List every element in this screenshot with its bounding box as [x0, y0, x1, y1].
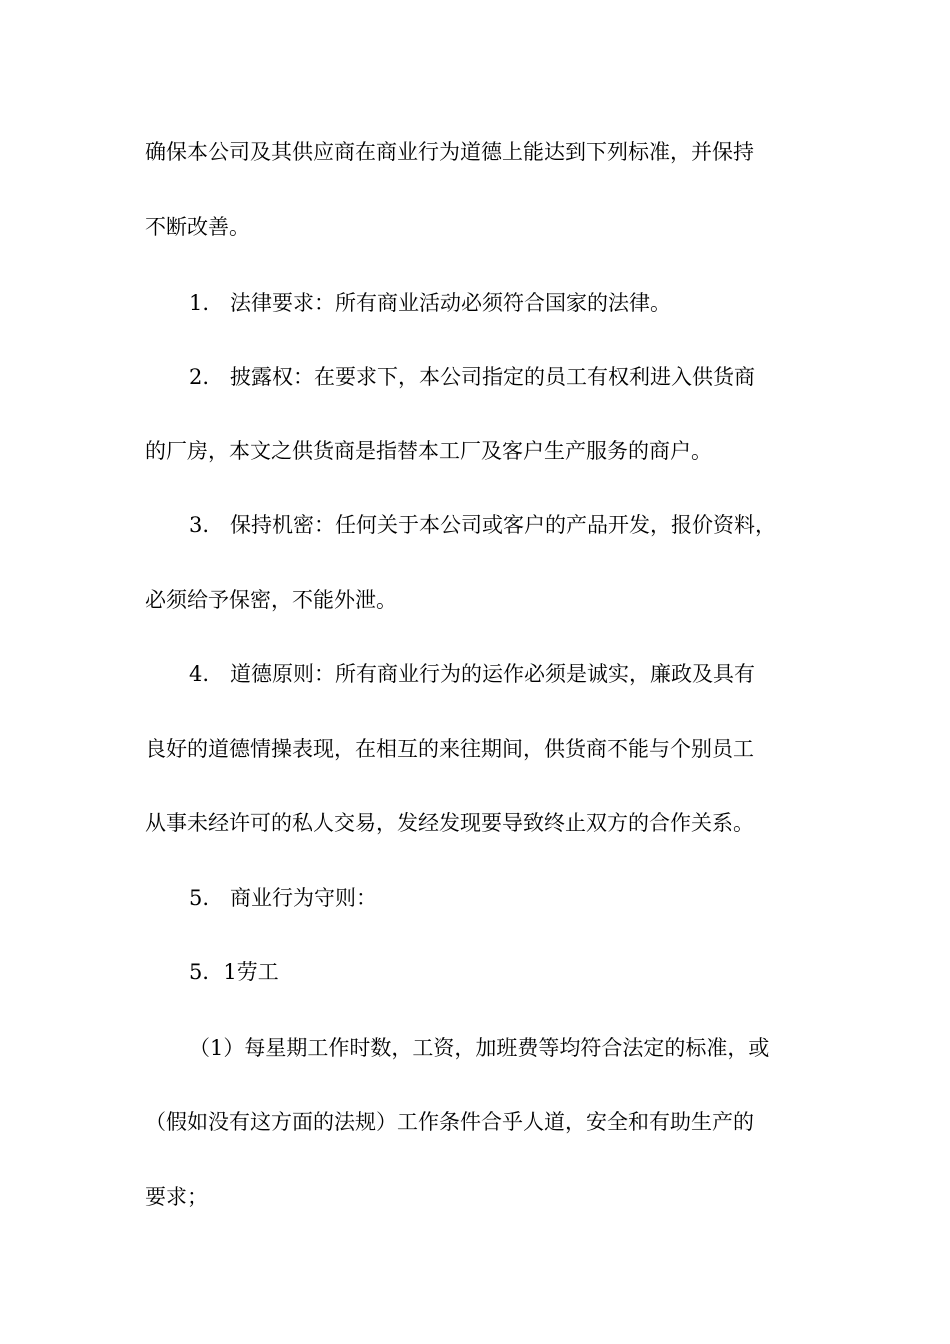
- clause-2-line: 2. 披露权：在要求下，本公司指定的员工有权利进入供货商: [189, 365, 756, 389]
- clause-3-line: 3. 保持机密：任何关于本公司或客户的产品开发，报价资料，: [189, 513, 777, 537]
- item-1-continuation: 要求；: [145, 1185, 208, 1209]
- clause-2-continuation: 的厂房，本文之供货商是指替本工厂及客户生产服务的商户。: [145, 439, 712, 463]
- clause-4-line: 4. 道德原则：所有商业行为的运作必须是诚实，廉政及具有: [189, 662, 756, 686]
- item-1-line: （1）每星期工作时数，工资，加班费等均符合法定的标准，或: [189, 1036, 770, 1060]
- clause-5-heading: 5. 商业行为守则：: [189, 886, 378, 910]
- item-1-continuation: （假如没有这方面的法规）工作条件合乎人道，安全和有助生产的: [145, 1110, 754, 1134]
- paragraph-line: 不断改善。: [145, 215, 250, 239]
- clause-4-continuation: 从事未经许可的私人交易，发经发现要导致终止双方的合作关系。: [145, 811, 754, 835]
- clause-3-continuation: 必须给予保密，不能外泄。: [145, 588, 397, 612]
- paragraph-line: 确保本公司及其供应商在商业行为道德上能达到下列标准，并保持: [145, 140, 754, 164]
- subclause-5-1-heading: 5．1劳工: [189, 960, 279, 984]
- clause-4-continuation: 良好的道德情操表现，在相互的来往期间，供货商不能与个别员工: [145, 737, 754, 761]
- clause-1-line: 1. 法律要求：所有商业活动必须符合国家的法律。: [189, 291, 672, 315]
